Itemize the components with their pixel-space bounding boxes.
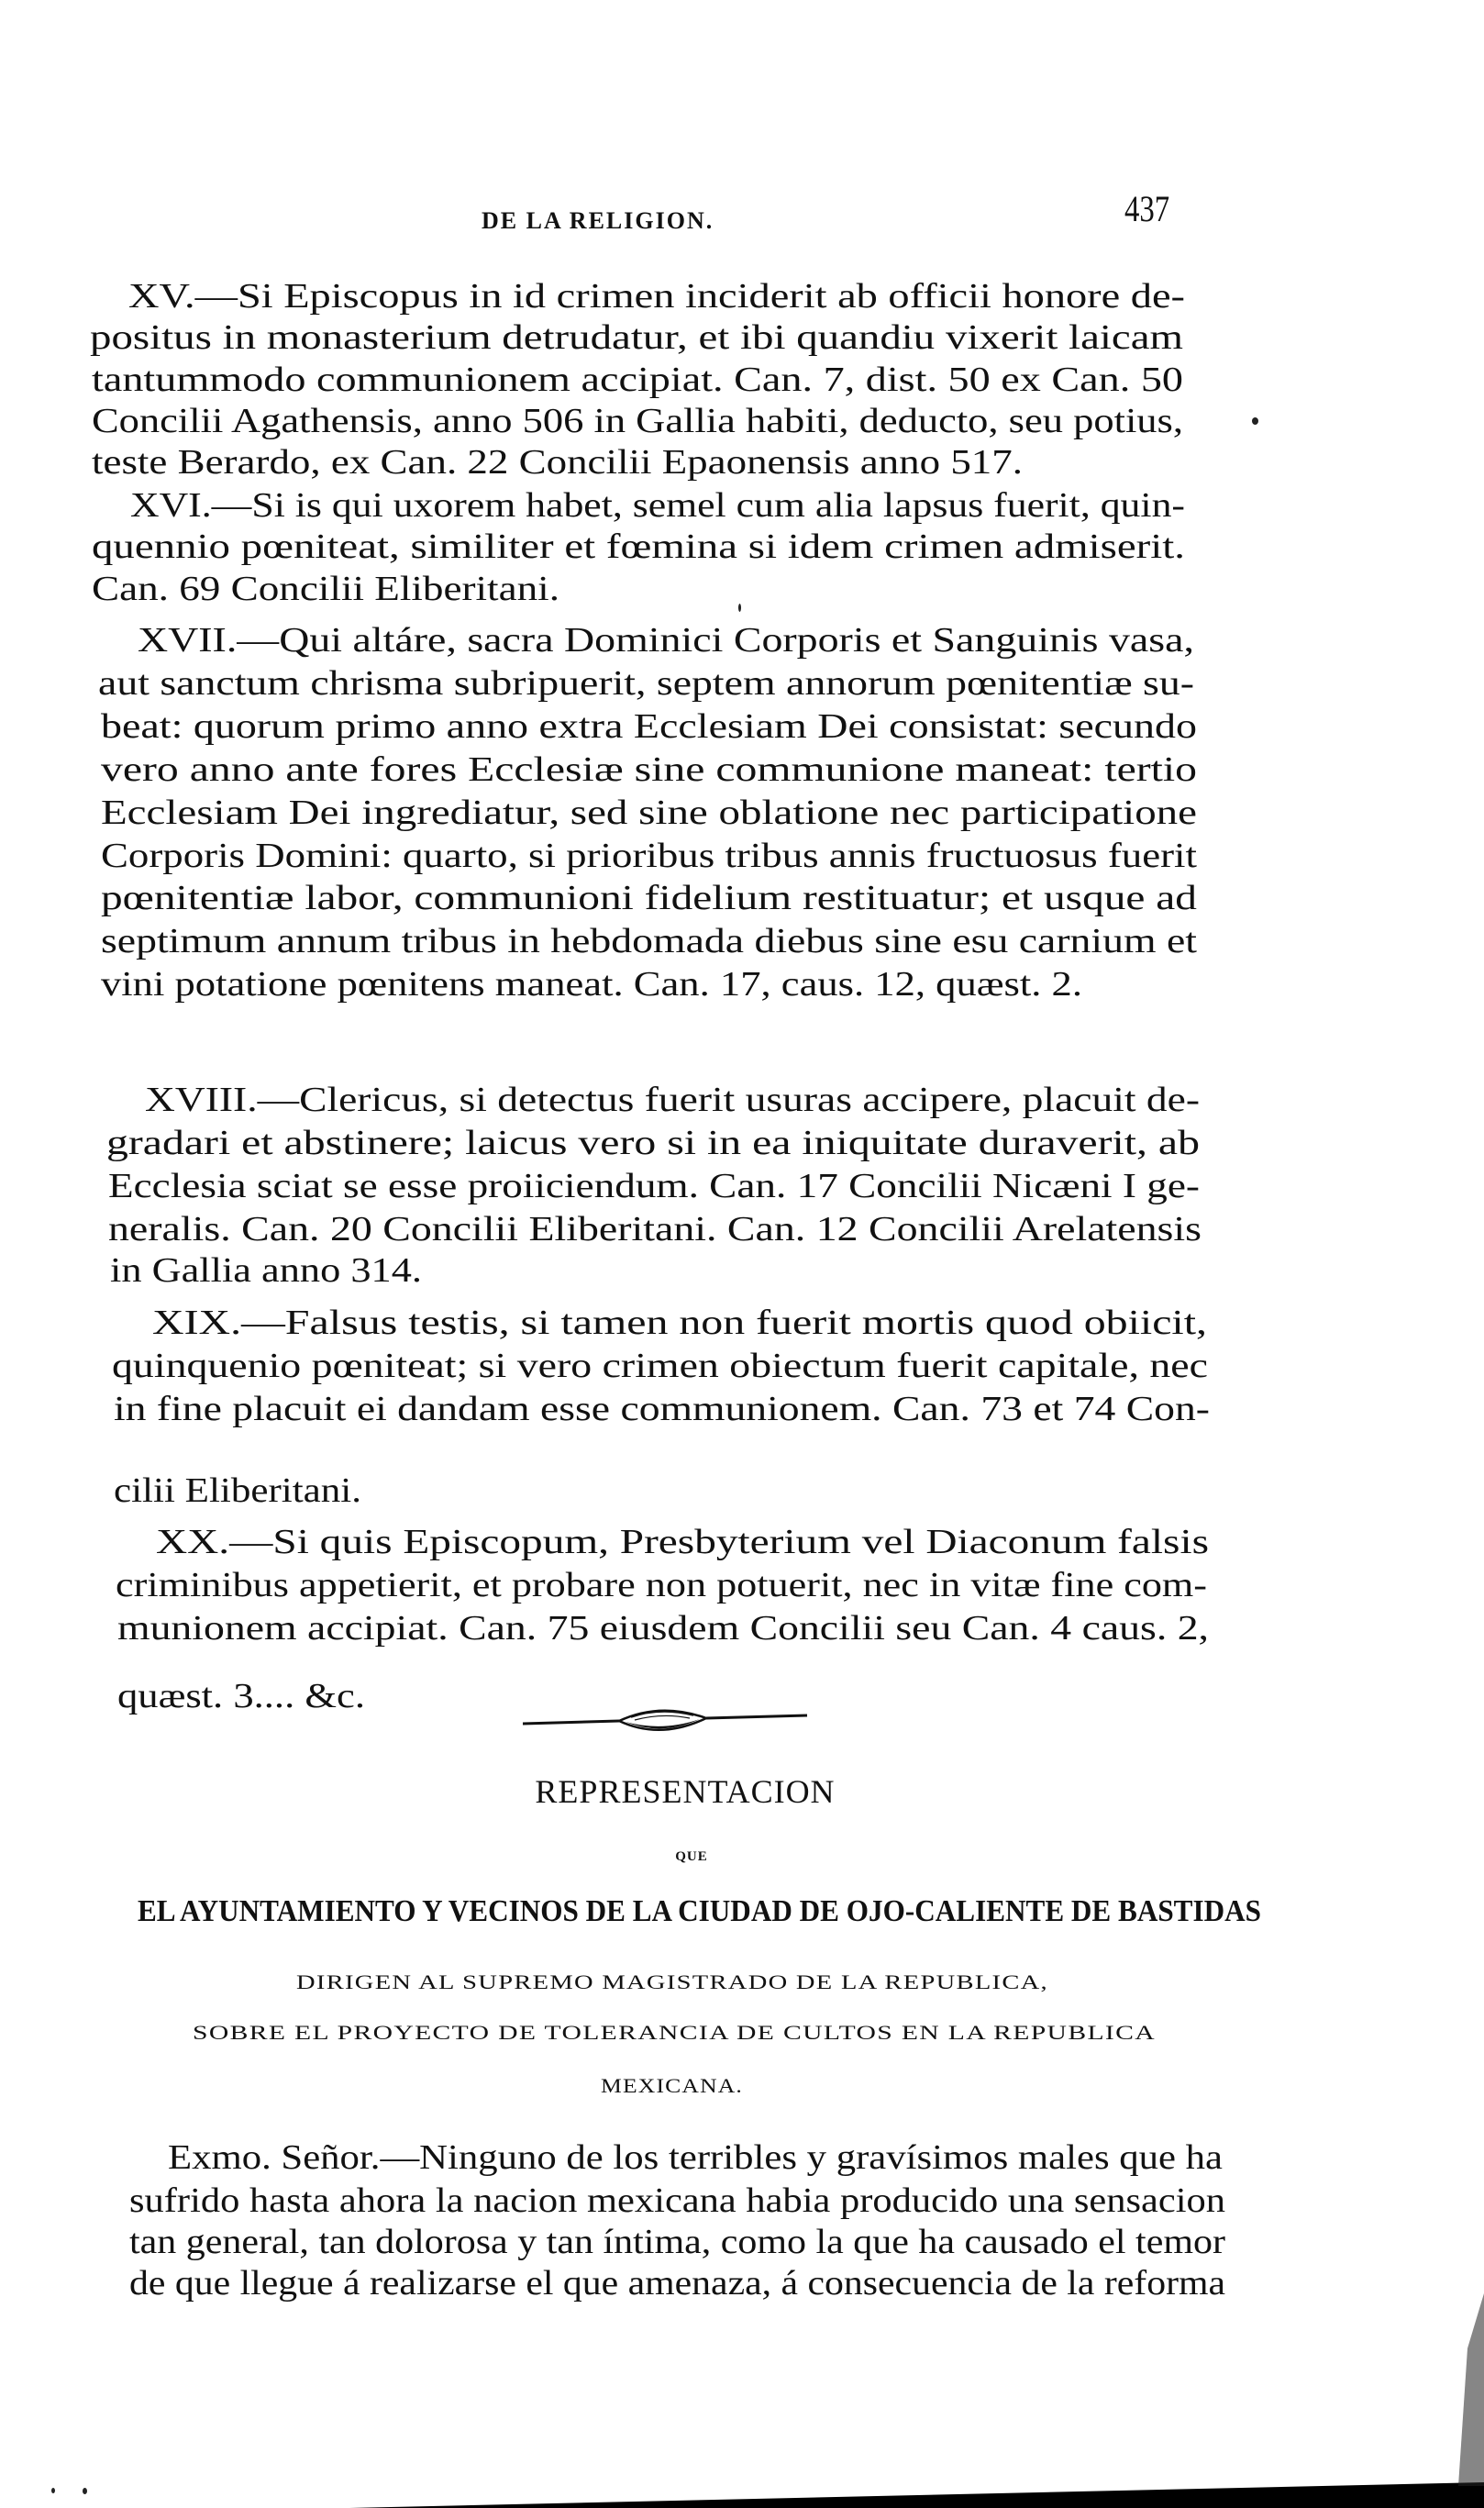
text-line: XIX.—Falsus testis, si tamen non fuerit mortis quod obiicit,	[152, 1304, 1207, 1342]
text-line: pœnitentiæ labor, communioni fidelium restituatur; et usque ad	[101, 879, 1197, 917]
scan-speck	[738, 604, 741, 612]
text-line: Can. 69 Concilii Eliberitani.	[92, 570, 559, 608]
text-line: cilii Eliberitani.	[114, 1471, 361, 1510]
text-line: tantummodo communionem accipiat. Can. 7, dist. 50 ex Can. 50	[92, 361, 1183, 399]
text-line: quinquenio pœniteat; si vero crimen obiectum fuerit capitale, nec	[112, 1347, 1208, 1385]
text-line: septimum annum tribus in hebdomada diebus sine esu carnium et	[101, 922, 1197, 960]
text-line: Ecclesia sciat se esse proiiciendum. Can. 17 Concilii Nicæni I ge-	[108, 1167, 1200, 1205]
text-line: tan general, tan dolorosa y tan íntima, como la que ha causado el temor	[129, 2223, 1225, 2261]
section-subtitle-1: DIRIGEN AL SUPREMO MAGISTRADO DE LA REPUBLICA,	[296, 1970, 1048, 1993]
scan-speck	[1252, 417, 1258, 425]
section-title: REPRESENTACION	[535, 1773, 836, 1810]
text-line: aut sanctum chrisma subripuerit, septem annorum pœnitentiæ su-	[98, 664, 1194, 703]
text-line: Concilii Agathensis, anno 506 in Gallia habiti, deducto, seu potius,	[92, 402, 1183, 440]
text-line: de que llegue á realizarse el que amenaza, á consecuencia de la reforma	[129, 2264, 1225, 2303]
text-line: neralis. Can. 20 Concilii Eliberitani. Can. 12 Concilii Arelatensis	[108, 1210, 1202, 1248]
text-line: vini potatione pœnitens maneat. Can. 17, caus. 12, quæst. 2.	[101, 965, 1082, 1004]
text-line: in fine placuit ei dandam esse communionem. Can. 73 et 74 Con-	[114, 1390, 1210, 1428]
text-line: teste Berardo, ex Can. 22 Concilii Epaonensis anno 517.	[92, 443, 1023, 482]
section-subtitle-2: SOBRE EL PROYECTO DE TOLERANCIA DE CULTOS EN LA REPUBLICA	[193, 2021, 1156, 2044]
text-line: vero anno ante fores Ecclesiæ sine communione maneat: tertio	[101, 750, 1197, 789]
text-line: Corporis Domini: quarto, si prioribus tribus annis fructuosus fuerit	[101, 837, 1197, 875]
section-subtitle-3: MEXICANA.	[601, 2074, 743, 2097]
scan-speck	[51, 2488, 55, 2493]
text-line: beat: quorum primo anno extra Ecclesiam Dei consistat: secundo	[101, 707, 1197, 746]
scan-speck	[83, 2488, 87, 2494]
text-line: quæst. 3.... &c.	[117, 1677, 365, 1715]
text-line: sufrido hasta ahora la nacion mexicana habia producido una sensacion	[129, 2181, 1225, 2220]
text-line: in Gallia anno 314.	[110, 1251, 422, 1290]
text-line: XVIII.—Clericus, si detectus fuerit usuras accipere, placuit de-	[145, 1081, 1200, 1119]
text-line: munionem accipiat. Can. 75 eiusdem Concilii seu Can. 4 caus. 2,	[117, 1609, 1209, 1648]
section-que: QUE	[675, 1849, 708, 1864]
section-authors: EL AYUNTAMIENTO Y VECINOS DE LA CIUDAD DE OJO-CALIENTE DE BASTIDAS	[138, 1894, 1261, 1928]
text-line: XV.—Si Episcopus in id crimen inciderit ab officii honore de-	[128, 277, 1185, 316]
running-head: DE LA RELIGION.	[482, 207, 714, 234]
text-line: XVII.—Qui altáre, sacra Dominici Corporis et Sanguinis vasa,	[138, 621, 1194, 660]
text-line: quennio pœniteat, similiter et fœmina si idem crimen admiserit.	[92, 527, 1185, 566]
page-number: 437	[1124, 188, 1170, 229]
text-line: criminibus appetierit, et probare non potuerit, nec in vitæ fine com-	[116, 1566, 1207, 1604]
ornament-divider-icon	[523, 1702, 812, 1738]
text-line: XVI.—Si is qui uxorem habet, semel cum alia lapsus fuerit, quin-	[130, 486, 1185, 525]
text-line: positus in monasterium detrudatur, et ibi quandiu vixerit laicam	[90, 318, 1183, 357]
text-line: Exmo. Señor.—Ninguno de los terribles y gravísimos males que ha	[168, 2138, 1223, 2177]
text-line: Ecclesiam Dei ingrediatur, sed sine oblatione nec participatione	[101, 793, 1197, 832]
text-line: gradari et abstinere; laicus vero si in ea iniquitate duraverit, ab	[106, 1124, 1200, 1162]
text-line: XX.—Si quis Episcopum, Presbyterium vel Diaconum falsis	[156, 1523, 1209, 1561]
